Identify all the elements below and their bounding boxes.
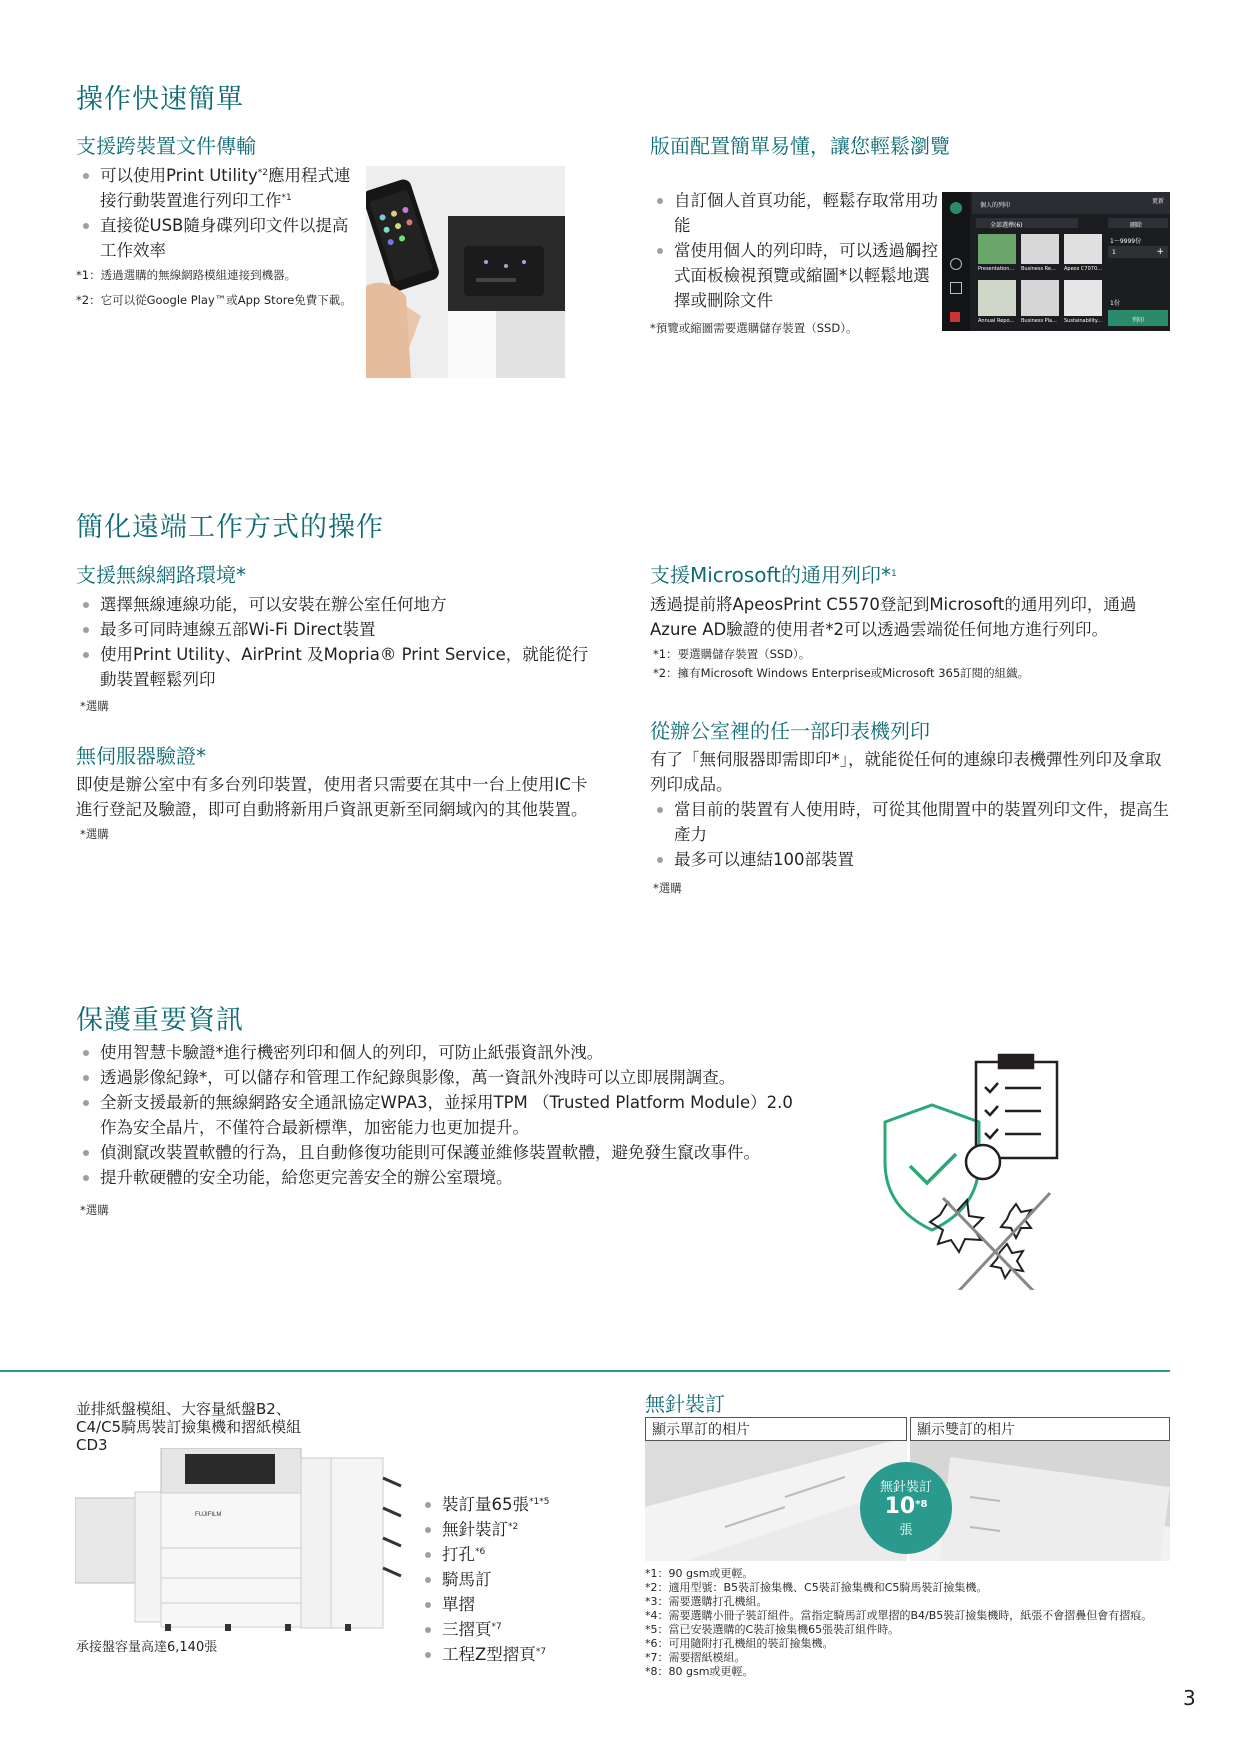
heading-staple-free: 無針裝訂 bbox=[645, 1392, 725, 1416]
section-title-security: 保護重要資訊 bbox=[76, 1005, 244, 1036]
settings-icon bbox=[950, 258, 962, 270]
copies-count: 1份 bbox=[1110, 300, 1120, 307]
heading-layout: 版面配置簡單易懂，讓您輕鬆瀏覽 bbox=[650, 134, 950, 158]
security-illustration bbox=[835, 1050, 1065, 1290]
layout-bullets bbox=[650, 188, 942, 313]
staple-free-badge bbox=[860, 1462, 952, 1554]
microsoft-note-1: *1：要選購儲存裝置（SSD）。 bbox=[653, 647, 811, 661]
list-item: 裝訂量65張$^{*1*5}$ bbox=[418, 1492, 549, 1517]
select-all-button[interactable]: 全部選擇(6) bbox=[976, 218, 1078, 228]
thumbnail[interactable] bbox=[978, 234, 1016, 264]
list-item: 工程Z型摺頁$^{*7}$ bbox=[418, 1642, 549, 1667]
list-item: 選擇無線連線功能，可以安裝在辦公室任何地方 bbox=[76, 592, 600, 617]
microsoft-note-2: *2：擁有Microsoft Windows Enterprise或Microsoft 365訂閱的組織。 bbox=[653, 666, 1030, 680]
phone-printer-photo bbox=[366, 166, 565, 378]
list-item: 直接從USB隨身碟列印文件以提高工作效率 bbox=[76, 213, 358, 263]
section-divider bbox=[0, 1370, 1170, 1372]
stop-icon bbox=[950, 312, 960, 322]
finisher-notes bbox=[645, 1567, 1170, 1679]
list-item: 自訂個人首頁功能，輕鬆存取常用功能 bbox=[650, 188, 942, 238]
copies-range: 1～9999份 bbox=[1110, 238, 1142, 245]
badge-unit: 張 bbox=[899, 1523, 913, 1538]
list-item: 可以使用Print Utility$^{*2}$應用程式連接行動裝置進行列印工作$^{*1}$ bbox=[76, 163, 358, 213]
layout-note: *預覽或縮圖需要選購儲存裝置（SSD）。 bbox=[650, 321, 858, 335]
section-title-easy-operation: 操作快速簡單 bbox=[76, 84, 244, 115]
footnote: *2：適用型號：B5裝訂撿集機、C5裝訂撿集機和C5騎馬裝訂撿集機。 bbox=[645, 1581, 988, 1594]
footnote: *7：需要摺紙模組。 bbox=[645, 1651, 746, 1664]
footnote: *5：當已安裝選購的C裝訂撿集機65張裝訂組件時。 bbox=[645, 1623, 900, 1636]
phone-printer-illustration bbox=[366, 166, 565, 378]
list-item: 當目前的裝置有人使用時，可從其他閒置中的裝置列印文件，提高生產力 bbox=[650, 797, 1172, 847]
cross-device-note-1: *1：透過選購的無線網路模組連接到機器。 bbox=[76, 268, 297, 282]
security-bullets bbox=[76, 1040, 801, 1190]
serverless-note: *選購 bbox=[80, 827, 109, 841]
crossed-out-threat-icon bbox=[930, 1193, 1050, 1290]
quantity-field[interactable]: 1 + bbox=[1108, 246, 1168, 258]
heading-microsoft: 支援Microsoft的通用列印*$^1$ bbox=[650, 563, 897, 587]
wireless-note: *選購 bbox=[80, 699, 109, 713]
list-item: 最多可以連結100部裝置 bbox=[650, 847, 1172, 872]
thumbnail-label: Business Pla... bbox=[1021, 318, 1057, 324]
double-staple-label: 顯示雙訂的相片 bbox=[910, 1417, 1170, 1441]
single-staple-label: 顯示單訂的相片 bbox=[645, 1417, 907, 1441]
security-note: *選購 bbox=[80, 1203, 109, 1217]
badge-count: 10$^{*8}$ bbox=[884, 1494, 928, 1519]
tray-capacity: 承接盤容量高達6,140張 bbox=[76, 1640, 218, 1655]
footnote: *3：需要選購打孔機組。 bbox=[645, 1595, 768, 1608]
screen-sidebar bbox=[942, 192, 970, 331]
refresh-button[interactable]: 更新 bbox=[1151, 198, 1164, 205]
thumbnail-label: Business Re... bbox=[1021, 266, 1056, 272]
list-item: 騎馬訂 bbox=[418, 1567, 549, 1592]
any-printer-bullets bbox=[650, 797, 1172, 872]
heading-cross-device: 支援跨裝置文件傳輸 bbox=[76, 134, 256, 158]
thumbnail[interactable] bbox=[1064, 280, 1102, 316]
thumbnail-label: Apeos C7070... bbox=[1064, 266, 1102, 272]
cross-device-bullets bbox=[76, 163, 358, 263]
printer-caption: 並排紙盤模組、大容量紙盤B2、C4/C5騎馬裝訂撿集機和摺紙模組CD3 bbox=[76, 1400, 302, 1454]
thumbnail-label: Annual Repo... bbox=[978, 318, 1015, 324]
user-icon bbox=[950, 202, 962, 214]
list-item: 偵測竄改裝置軟體的行為，且自動修復功能則可保護並維修裝置軟體，避免發生竄改事件。 bbox=[76, 1140, 801, 1165]
lock-icon bbox=[950, 282, 962, 294]
thumbnail-grid bbox=[978, 234, 1102, 328]
footnote: *4：需要選購小冊子裝訂組件。當指定騎馬訂或單摺的B4/B5裝訂撿集機時，紙張不會摺疊但會有摺痕。 bbox=[645, 1609, 1153, 1622]
cross-device-note-2: *2：它可以從Google Play™或App Store免費下載。 bbox=[76, 293, 352, 307]
control-panel-screen bbox=[942, 192, 1170, 331]
footnote: *1：90 gsm或更輕。 bbox=[645, 1567, 754, 1580]
list-item: 當使用個人的列印時，可以透過觸控式面板檢視預覽或縮圖*以輕鬆地選擇或刪除文件 bbox=[650, 238, 942, 313]
delete-button[interactable]: 刪除 bbox=[1108, 218, 1168, 228]
list-item: 單摺 bbox=[418, 1592, 549, 1617]
footnote: *8：80 gsm或更輕。 bbox=[645, 1665, 754, 1678]
section-title-remote-work: 簡化遠端工作方式的操作 bbox=[76, 512, 384, 543]
microsoft-body: 透過提前將ApeosPrint C5570登記到Microsoft的通用列印，通過Azure AD驗證的使用者*2可以透過雲端從任何地方進行列印。 bbox=[650, 595, 1137, 639]
list-item: 三摺頁$^{*7}$ bbox=[418, 1617, 549, 1642]
thumbnail-label: Sustainability... bbox=[1064, 318, 1102, 324]
heading-any-printer: 從辦公室裡的任一部印表機列印 bbox=[650, 719, 930, 743]
serverless-body: 即使是辦公室中有多台列印裝置，使用者只需要在其中一台上使用IC卡進行登記及驗證，即可自動將新用戶資訊更新至同網域內的其他裝置。 bbox=[76, 775, 588, 819]
list-item: 無針裝訂$^{*2}$ bbox=[418, 1517, 549, 1542]
thumbnail-label: Presentation... bbox=[978, 266, 1015, 272]
list-item: 使用Print Utility、AirPrint 及Mopria® Print Service，就能從行動裝置輕鬆列印 bbox=[76, 642, 600, 692]
thumbnail[interactable] bbox=[978, 280, 1016, 316]
print-button[interactable]: 列印 bbox=[1108, 310, 1168, 326]
any-printer-body: 有了「無伺服器即需即印*」，就能從任何的連線印表機彈性列印及拿取列印成品。 bbox=[650, 750, 1162, 794]
page-number: 3 bbox=[1183, 1686, 1196, 1710]
checklist-clipboard-icon bbox=[966, 1055, 1057, 1179]
wireless-bullets bbox=[76, 592, 600, 692]
finisher-features bbox=[418, 1492, 549, 1667]
thumbnail[interactable] bbox=[1021, 234, 1059, 264]
screen-title: 個人的列印 bbox=[980, 202, 1011, 209]
thumbnail[interactable] bbox=[1064, 234, 1102, 264]
footnote: *6：可用隨附打孔機組的裝訂撿集機。 bbox=[645, 1637, 834, 1650]
list-item: 透過影像紀錄*，可以儲存和管理工作紀錄與影像，萬一資訊外洩時可以立即展開調查。 bbox=[76, 1065, 801, 1090]
badge-title: 無針裝訂 bbox=[879, 1480, 932, 1495]
any-printer-note: *選購 bbox=[653, 881, 682, 895]
screen-header bbox=[972, 192, 1170, 214]
list-item: 最多可同時連線五部Wi-Fi Direct裝置 bbox=[76, 617, 600, 642]
list-item: 提升軟硬體的安全功能，給您更完善安全的辦公室環境。 bbox=[76, 1165, 801, 1190]
list-item: 打孔$^{*6}$ bbox=[418, 1542, 549, 1567]
heading-wireless: 支援無線網路環境* bbox=[76, 563, 246, 587]
shield-check-icon bbox=[885, 1105, 979, 1230]
printer-system-illustration bbox=[75, 1448, 405, 1631]
thumbnail[interactable] bbox=[1021, 280, 1059, 316]
heading-serverless: 無伺服器驗證* bbox=[76, 744, 206, 768]
list-item: 使用智慧卡驗證*進行機密列印和個人的列印，可防止紙張資訊外洩。 bbox=[76, 1040, 801, 1065]
list-item: 全新支援最新的無線網路安全通訊協定WPA3，並採用TPM （Trusted Platform Module）2.0作為安全晶片，不僅符合最新標準，加密能力也更加提升。 bbox=[76, 1090, 801, 1140]
brand-logo: FUJIFILM bbox=[195, 1512, 222, 1518]
plus-icon[interactable]: + bbox=[1156, 247, 1164, 257]
